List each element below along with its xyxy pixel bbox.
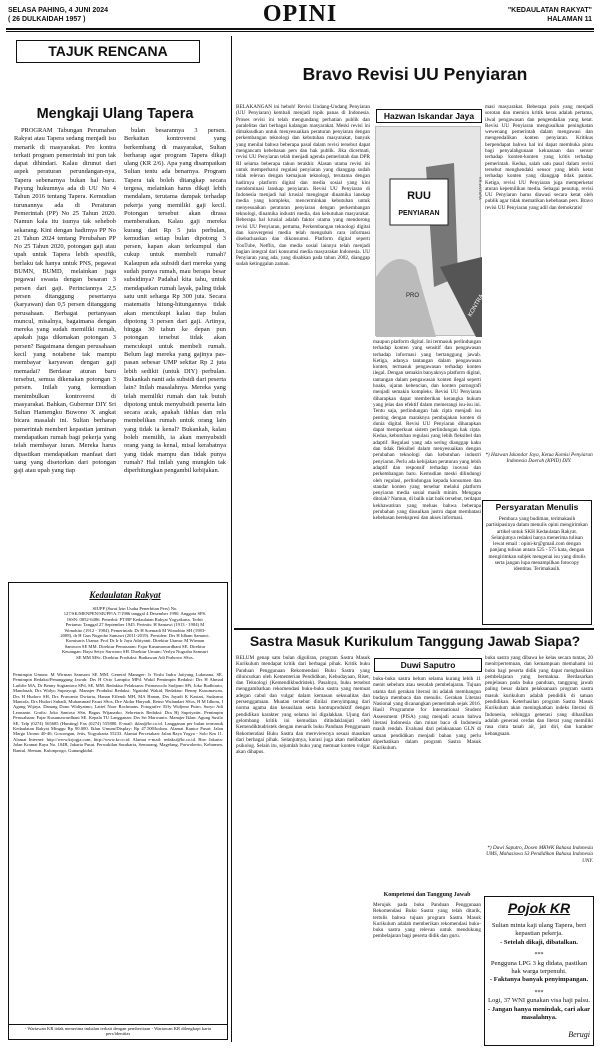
sign-text-line1: RUU [407, 190, 431, 202]
editorial-column-1: PROGRAM Tabungan Perumahan Rakyat atau Tapera sedang menjadi isu menarik di masyarakat. Pro kontra terkait program pemerintah ini pun tak dapat dihindari. Kalau dirunut dari aspek peraturan perundangan-nya, Tapera sebenarnya bukan hal baru. Payung hukumnya ada di UU No 4 Tahun 2016 tentang Tapera. Kemudian turunannya ada di Peraturan Pemerintah (PP) No 25 Tahun 2020. Namun kala itu isunya tak sehebob sekarang. Kini dengan hadirnya PP No 21 Tahun 2024 tentang Perubahan PP No 25 Tahun 2020, potongan gaji atau upah untuk Tapera lebih spesifik, berlaku tak hanya untuk PNS, pegawai BUMN, BUMD, melainkan juga pegawai swasta dengan besaran 3 persen dari gaji. Perinciannya 2,5 persen ditanggung pesertanya (karyawan) dan 0,5 persen ditanggung perusahaan. Berbagai pertanyaan muncul, misalnya, bagaimana dengan mereka yang sudah memiliki rumah, apakah juga dikenakan potongan 3 persen? Bagaimana dengan perusahaan kecil yang notabene tak mampu membayar karyawan dengan gaji memadai? Berdasar aturan baru tersebut, semua dikenakan potongan 3 persen. Inilah yang kemudian menimbulkan kontroversi di masyarakat. Bahkan, Gubernur DIY Sri Sultan Hamengku Buwono X angkat bicara masalah ini. Sultan berharap pemerintah memberi kepastian jaminan mendapatkan rumah bagi pekerja yang telah membayar iuran. Mereka harus dipastikan mendapatkan manfaat dari uang yang disetorkan dari potongan gaji atau upah yang tiap [14, 127, 116, 475]
pojok-title: Pojok KR [507, 900, 571, 916]
page-number: HALAMAN 11 [547, 16, 592, 23]
header-right [508, 6, 592, 24]
article-title: Bravo Revisi UU Penyiaran [302, 64, 528, 84]
protest-illustration-svg [376, 127, 486, 337]
section-rule [234, 628, 594, 630]
article2-subhead: Kompetensi dan Tanggung Jawab [383, 892, 471, 898]
date-text: SELASA PAHING, 4 JUNI 2024 [8, 7, 108, 14]
editorial-body [14, 127, 226, 567]
masthead-details: Pemimpin Umum: M Wirman Samsoni SE MM. General Manager: Ir Yoshi Indra Jatiyang Lukmana, SE. Pemimpin Redaksi/Penanggung Jawab: Drs H Octo Lampito MPd. Wakil Pemimpin Redaksi: Drs H Ahmad Luthfie MA, Dr Benny Sugiantoro SPd, SE, MM. Redaktur Pelaksana: Primaswolo Sudjono SPt, Joko Budhiarto, Mandasah, Drs Widyo Suprayogi. Manajer Produksi Redaksi: Ngatidul Wakid. Redaktur: Benny Kusumawan, Drs H Hudoro SH, Drs Pruwanto Dwiarta, Hanan Effendi MH, MA Hanan, Drs Jayadi K Kastari, Sudarmo Mantofa, Drs Hudori Subadi, Muhammad Fauzi SSos, Dre Akdar Haryadi, Retno Wulandari SSos, H M Idhom, I Agung Wijaya, Danang Dono Widiyatmo, Latief Noor Rochmans. Fotografer: Effy Widjono Putro, Suryo Adi Leonanto. Grafis: Joko Santoso SSn, Bagus Wijanarko. Sekretaris Redaksi: Dra Hj Supriyatin. Pemimpin Perusahaan: Fajar Kusumawardhani SE. Kepala TU Langganan: Drs Sri Marwanto. Manajer Iklan: Agung Susilo SE, Telp (0274) 565685 (Hunting) Fax (0274) 555880. E-mail: iklan@kr.co.id. Langganan per bulan termasuk Kedaulatan Rakyat Minggu Rp 90.000. Iklan Umum/Display: Rp 47.500/kolom. Alamat Kantor Pusat: Jalan Margo Utomo 40-46, Gowongan, Jetis, Yogyakarta 55233. Alamat Percetakan: Jalan Raya Yogya - Solo Km 11. Alamat Internet: http://www.krjogja.com, http://www.kr.co.id. Alamat e-mail: redaksi@kr.co.id. Biro Jakarta: Jalan Kramat Raya No. 104B, Jakarta Pusat. Perwakilan Surakarta, Semarang, Magelang, Purwokerto, Kebumen, Bantul, Sleman, Kulonprogo, Gunungkidul. [13, 672, 223, 753]
article2-column-1: BELUM genap satu bulan diguliran, program Sastra Masuk Kurikulum mendapat kritik dari berbagai pihak. Kritik buku Panduan Penggunaan Rekomendasi Buku Sastra yang diluncurkan oleh Kementerian Pendidikan, Kebudayaan, Riset, dan Teknologi (Kemendikbudristek). Pasalnya, buku tersebut menggambarkan rekomendasi buku-buku sastra yang memuat adegan cabul dan vulgar dalam kemasan seksualitas dan persenggamaan. Muatan tersebut dinilai menyimpang dari norma agama dan kesusilaan serta kontraproduktif dengan pendidikan karakter yang selama ini digalakkan. Ujung dari gelombang kritik ini kemudian ditindaklanjuti oleh Kemendikbudristek dengan menarik buku Panduan Penggunaan Rekomendasi Buku Sastra dan mereviewnya sesuai masukan dari berbagai pihak. Selanjutnya, kurasi juga akan melibatkan psikolog. Selain itu, sejumlah buku yang memuat konten vulgar akan dihapus. [236, 655, 370, 756]
requirements-title: Persyaratan Menulis [495, 502, 579, 512]
pojok-item: Pengguna LPG 3 kg didata, pastikan hak warga terpenuhi. - Faktanya banyak penyimpangan. [489, 959, 589, 984]
header-rule-thin [6, 31, 594, 32]
editorial-title: Mengkaji Ulang Tapera [36, 106, 194, 122]
article-column-1: BELAKANGAN ini heboh! Revisi Undang-Undang Penyiaran (UU Penyiaran) kembali menjadi topik panas di Indonesia. Proses revisi ini telah mengundang perhatian publik dan paralelitas dari berbagai kalangan masyarakat. Meski revisi ini dimaksudkan untuk menyesuaikan peraturan penyiaran dengan perkembangan teknologi dan kebutuhan masyarakat, banyak yang menilai bahwa beberapa pasal dalam revisi tersebut dapat mengancam kebebasan pers dan hak publik. Jika dicermati, revisi UU Penyiaran telah menjadi agenda pemerintah dan DPR RI selama beberapa tahun terakhir. Alasan utama revisi ini untuk memperbarui regulasi penyiaran yang dianggap sudah tidak relevan dengan kemajuan teknologi, terutama dengan hadirnya platform digital dan media sosial yang kini mendominasi lanskap penyiaran. Revisi UU Penyiaran di Indonesia menjadi hal krusial mengingat dinamika lanskap media yang kompleks, mencerminkan kebutuhan untuk menyesuaikan peraturan penyiaran dengan perkembangan teknologi, dinamika industri media, dan kebutuhan masyarakat. Beberapa hal krusial adalah faktor utama yang mendorong revisi UU Penyiaran, pertama, Perkembangan teknologi digital dan konvergensi media telah mengubah cara informasi disebarluaskan dan dikonsumsi. Platform digital seperti YouTube, Netflix, dan media sosial lainnya telah menjadi bagian integral dari konsumsi media masyarakat Indonesia. UU Penyiaran yang ada, yang disahkan pada tahun 2002, dianggap sudah ketinggalan zaman. [236, 104, 370, 268]
tajuk-rencana-label: TAJUK RENCANA [16, 40, 200, 63]
article2-column-2: buku-buku sastra belum selama kurang lebih 11 menit sebelum atau sesudah pembelajaran. Tujuan utama dari gerakan literasi ini adalah membangun budaya membaca dan menulis. Gerakan Literasi Nasional yang dicanangkan pemerintah sejak 2016. Hasil Programme for International Student Assessment (PISA) yang menjadi acuan bahwa literasi Indonesia dan minat baca di Indonesia masih rendah. Evaluasi dari pelaksanaan GLN di satuan pendidikan menjadi bahan yang perlu diperhatikan dalam program Sastra Masuk Kurikulum. [373, 676, 481, 752]
article-column-2: maupun platform digital. Ini termasuk perlindungan terhadap konten yang sensitif dan pengawasan terhadap informasi yang bertanggung jawab. Ketiga, adanya tantangan dalam pengawasan konten, termasuk pengawasan terhadap konten ilegal. Dengan semakin banyaknya platform digital, tantangan dalam pengawasan konten ilegal seperti hoaks, ujaran kebencian, dan konten pornografi menjadi semakin kompleks. Revisi UU Penyiaran diharapkan dapat memberikan kerangka hukum yang jelas dan efektif dalam memerangi isu-isu ini. Tentu saja, perlindungan hak cipta menjadi isu penting dengan maraknya pembajakan konten di dunia digital. Revisi UU Penyiaran diharapkan dapat memperkuat sistem perlindungan hak cipta. Kedua, kebutuhan regulasi yang lebih fleksibel dan adaptif. Regulasi yang ada sering dianggap kaku dan tidak fleksibel dalam menyesuaikan dengan perubahan teknologi dan kebutuhan industri penyiaran. Perlu ada kebijakan peraturan yang lebih adaptif dan responsif terhadap inovasi dan perkembangan baru. Kemudian meski dilindungi oleh regulasi, perlindungan kepada konsumen dan standar konten yang tersebar melalui platform penyiaran media sosial masih minim. Mengapa ditolak? Namun, di balik niat baik tersebut, terdapat kekhawatiran yang meluas bahwa beberapa perubahan yang diusulkan justru dapat membatasi kebebasan berekspresi dan akses informasi. [373, 339, 481, 522]
section-title: OPINI [262, 1, 338, 27]
article-signoff: *) Hazwan Iskandar Jaya, Ketua Komisi Penyiaran Indonesia Daerah (KPID) DIY. [485, 452, 593, 465]
masthead-rule [9, 1024, 227, 1025]
pojok-item: Logi, 37 WNI gunakan visa haji palsu. - Jangan hanya menindak, cari akar masalahnya. [487, 997, 591, 1022]
pojok-item: Sultan minta kaji ulang Tapera, beri kepastian pekerja. - Setelah dikaji, dibatalkan. [491, 922, 587, 946]
article-column-3: masi masyarakat. Beberapa poin yang menjadi sorotan dan memicu kritik keras adalah pertama, ilwal pengawasan dan pengendalian yang ketat. Revisi UU Penyiaran mengusulkan peningkatan wewenang pemerintah dalam mengawasi dan mengendalikan konten penyiaran. Kritikus berpendapat bahwa hal ini dapat membuka pintu bagi penyalahgunaan kekuasaan dan sensor terhadap konten-konten yang kritis terhadap pemerintah. Kedua, salah satu pasal dalam revisi tersebut menghendaki sensor yang lebih ketat terhadap konten yang dianggap tidak pantas. Ketiga, revisi UU Penyiaran juga memperketat aturan kepemilikan media. Sebagai penutup, revisi UU Penyiaran harus diawasi secara ketat oleh publik agar tidak mematikan kebebasan pers. Bravo revisi UU Penyiaran yang adil dan demokratis! [485, 104, 593, 211]
masthead-footer: - Wartawan KR tidak menerima imbalan terkait dengan pemberitaan - Wartawan KR dilengkapi kartu pers/identitas [24, 1026, 212, 1037]
masthead-siupp: SIUPP (Surat Izin Usaha Penerbitan Pers) No. 127/SK/MENPEN/SIUPP/A.7/1986 tanggal 4 Desember 1990. Anggota SPS. ISSN: 0852-6486. Penerbit: PT/BP Kedaulatan Rakyat Yogyakarta. Terbit Pertama: Tanggal 27 September 1945. Perintis: H Samawi (1913 - 1984) M Wonohito (1912 - 1984). Pemerintah: Dr H Soemadi M Wonohito SH (1983-2008), dr H Gun Nugroho Samawi (2011-2019). Presiden: Drs H Idham Samawi. Komisaris Utama: Prof Dr Ir Ir Jaya Adriyanti. Direktur Utama: M Wirman Samwon SE MM. Direktur Pemasaran: Fajar Kusumawardhani SE. Direktur Keuangan: Bayu Setyo Sarwono SH. Direktur Umum: Verlya Nugraha Samsuri SE MM MSc. Direktur Produksi: Budiawan Adi Prabowo SSos. [60, 606, 210, 660]
pojok-body [487, 922, 591, 1026]
pojok-signature: Berugi [568, 1030, 590, 1039]
pojok-separator: *** [534, 989, 544, 996]
article2-column-3: buku sastra yang dibawa ke kelas secara tuntas, 20 menit/pertemuan, dan kemampuan memahami isi buku bagi peserta didik yang dapat menghasilkan pembelajaran yang bermakna. Berdasarkan penjelasan pada buku panduan, tanggung jawab paling besar dalam pelaksanaan program sastra masuk kurikulum adalah pendidik di satuan pendidikan. Keterhasilan program Sastra Masuk Kurikulum akan meningkatkan indeks literasi di Indonesia, sehingga generasi yang dihasilkan adalah generasi cerdas dan literat yang memiliki rasa cinta tanah air, jati diri, dan karakter kebangsaan. [485, 655, 593, 737]
masthead-logo: Kedaulatan Rakyat [89, 590, 161, 600]
paper-name: "KEDAULATAN RAKYAT" [507, 7, 592, 14]
requirements-body: Pembaca yang budiman, terimakasih partisipasinya dalam menulis opini mengirimkan artikel untuk SKH Kedaulatan Rakyat. Selanjutnya redaksi hanya menerima tulisan lewat email : opini-kr@gmail.com dengan panjang tulisan antara 525 - 575 kata, dengan mengirimkan subjek mengenai isu yang ditulis serta jangan lupa menampilkan fotocopy identitas. Terimakasih. [486, 516, 588, 573]
illustration-credit: KR-ANTARA [478, 177, 483, 200]
pro-label: PRO [406, 293, 420, 299]
kontra-label: KONTRA [467, 293, 486, 318]
editorial-column-2: bulan besarannya 3 persen. Berkaitan kontroversi yang berkembang di masyarakat, Sultan berharap agar program Tapera dikaji ulang (KR 2/6). Apa yang disampaikan Sultan tentu ada benarnya. Program Tapera tak boleh ditangkap secara tergesa, melainkan harus dikaji lebih mendalam, terutama dampak terhadap pekerja yang memiliki gaji kecil. Potongan tersebut akan dirasa memberatkan. Kalau gaji mereka kurang dari Rp 5 juta perbulan, kemudian setiap bulan dipotong 3 persen, kapan akan terkumpul dan cukup untuk membeli rumah? Kalaupun ada subsidi dari mereka yang sudah punya rumah, mau berapa besar subsidinya? Padahal kita tahu, untuk mendapatkan rumah layak, paling tidak satu unit seharga Rp 300 juta. Secara matematis hitung-hitungannya tidak akan mencukupi kalau tiap bulan dipotong 3 persen dari gaji. Artinya, hingga 30 tahun ke depan pun potongan tersebut tidak akan mencukupi untuk membeli rumah. Belum lagi mereka yang gajinya pas-pasan sebesar UMP sekitar Rp 2 juta lebih sedikit (untuk DIY) perbulan. Bukankah nanti ada subsidi dari peserta lain? Inilah masalahnya. Mereka yang telah memiliki rumah dan tak butuh dipotong untuk menyubsidi peserta lain secara acak, apakah ikhlas dan rela membelikan rumah untuk orang lain yang tidak ia kenal? Bukankah, kalau boleh memilih, ia akan menyubsidi orang yang ia kenal, misal kerabatnya yang tidak mampu dan tidak punya rumah? Hal inilah yang mungkin tak diperhitungkan pengambil kebijakan. [124, 127, 226, 475]
header-date [8, 6, 108, 24]
pojok-separator: *** [534, 952, 544, 959]
article2-author: Duwi Saputro [374, 658, 482, 672]
article2-signoff: *) Duwi Saputro, Dosen MKWK Bahasa Indonesia UMS, Mahasiswa S3 Pendidikan Bahasa Indonesia UNY. [486, 845, 593, 864]
article2-title: Sastra Masuk Kurikulum Tanggung Jawab Siapa? [249, 633, 581, 649]
sign-text-line2: PENYIARAN [398, 210, 440, 217]
column-divider [231, 36, 232, 1042]
article-author: Hazwan Iskandar Jaya [376, 109, 482, 123]
hijri-text: ( 26 DULKAIDAH 1957 ) [8, 16, 86, 23]
illustration [375, 126, 486, 336]
article2-column-2b: Merujuk pada buku Panduan Penggunaan Rekomendasi Buku Sastra yang telah ditarik, tertulis bahwa tujuan program Sastra Masuk Kurikulum adalah memberikan rekomendasi buku-buku sastra yang relevan untuk mendukung pembelajaran bagi peserta didik dan guru. [373, 902, 481, 940]
header-rule [6, 28, 594, 30]
